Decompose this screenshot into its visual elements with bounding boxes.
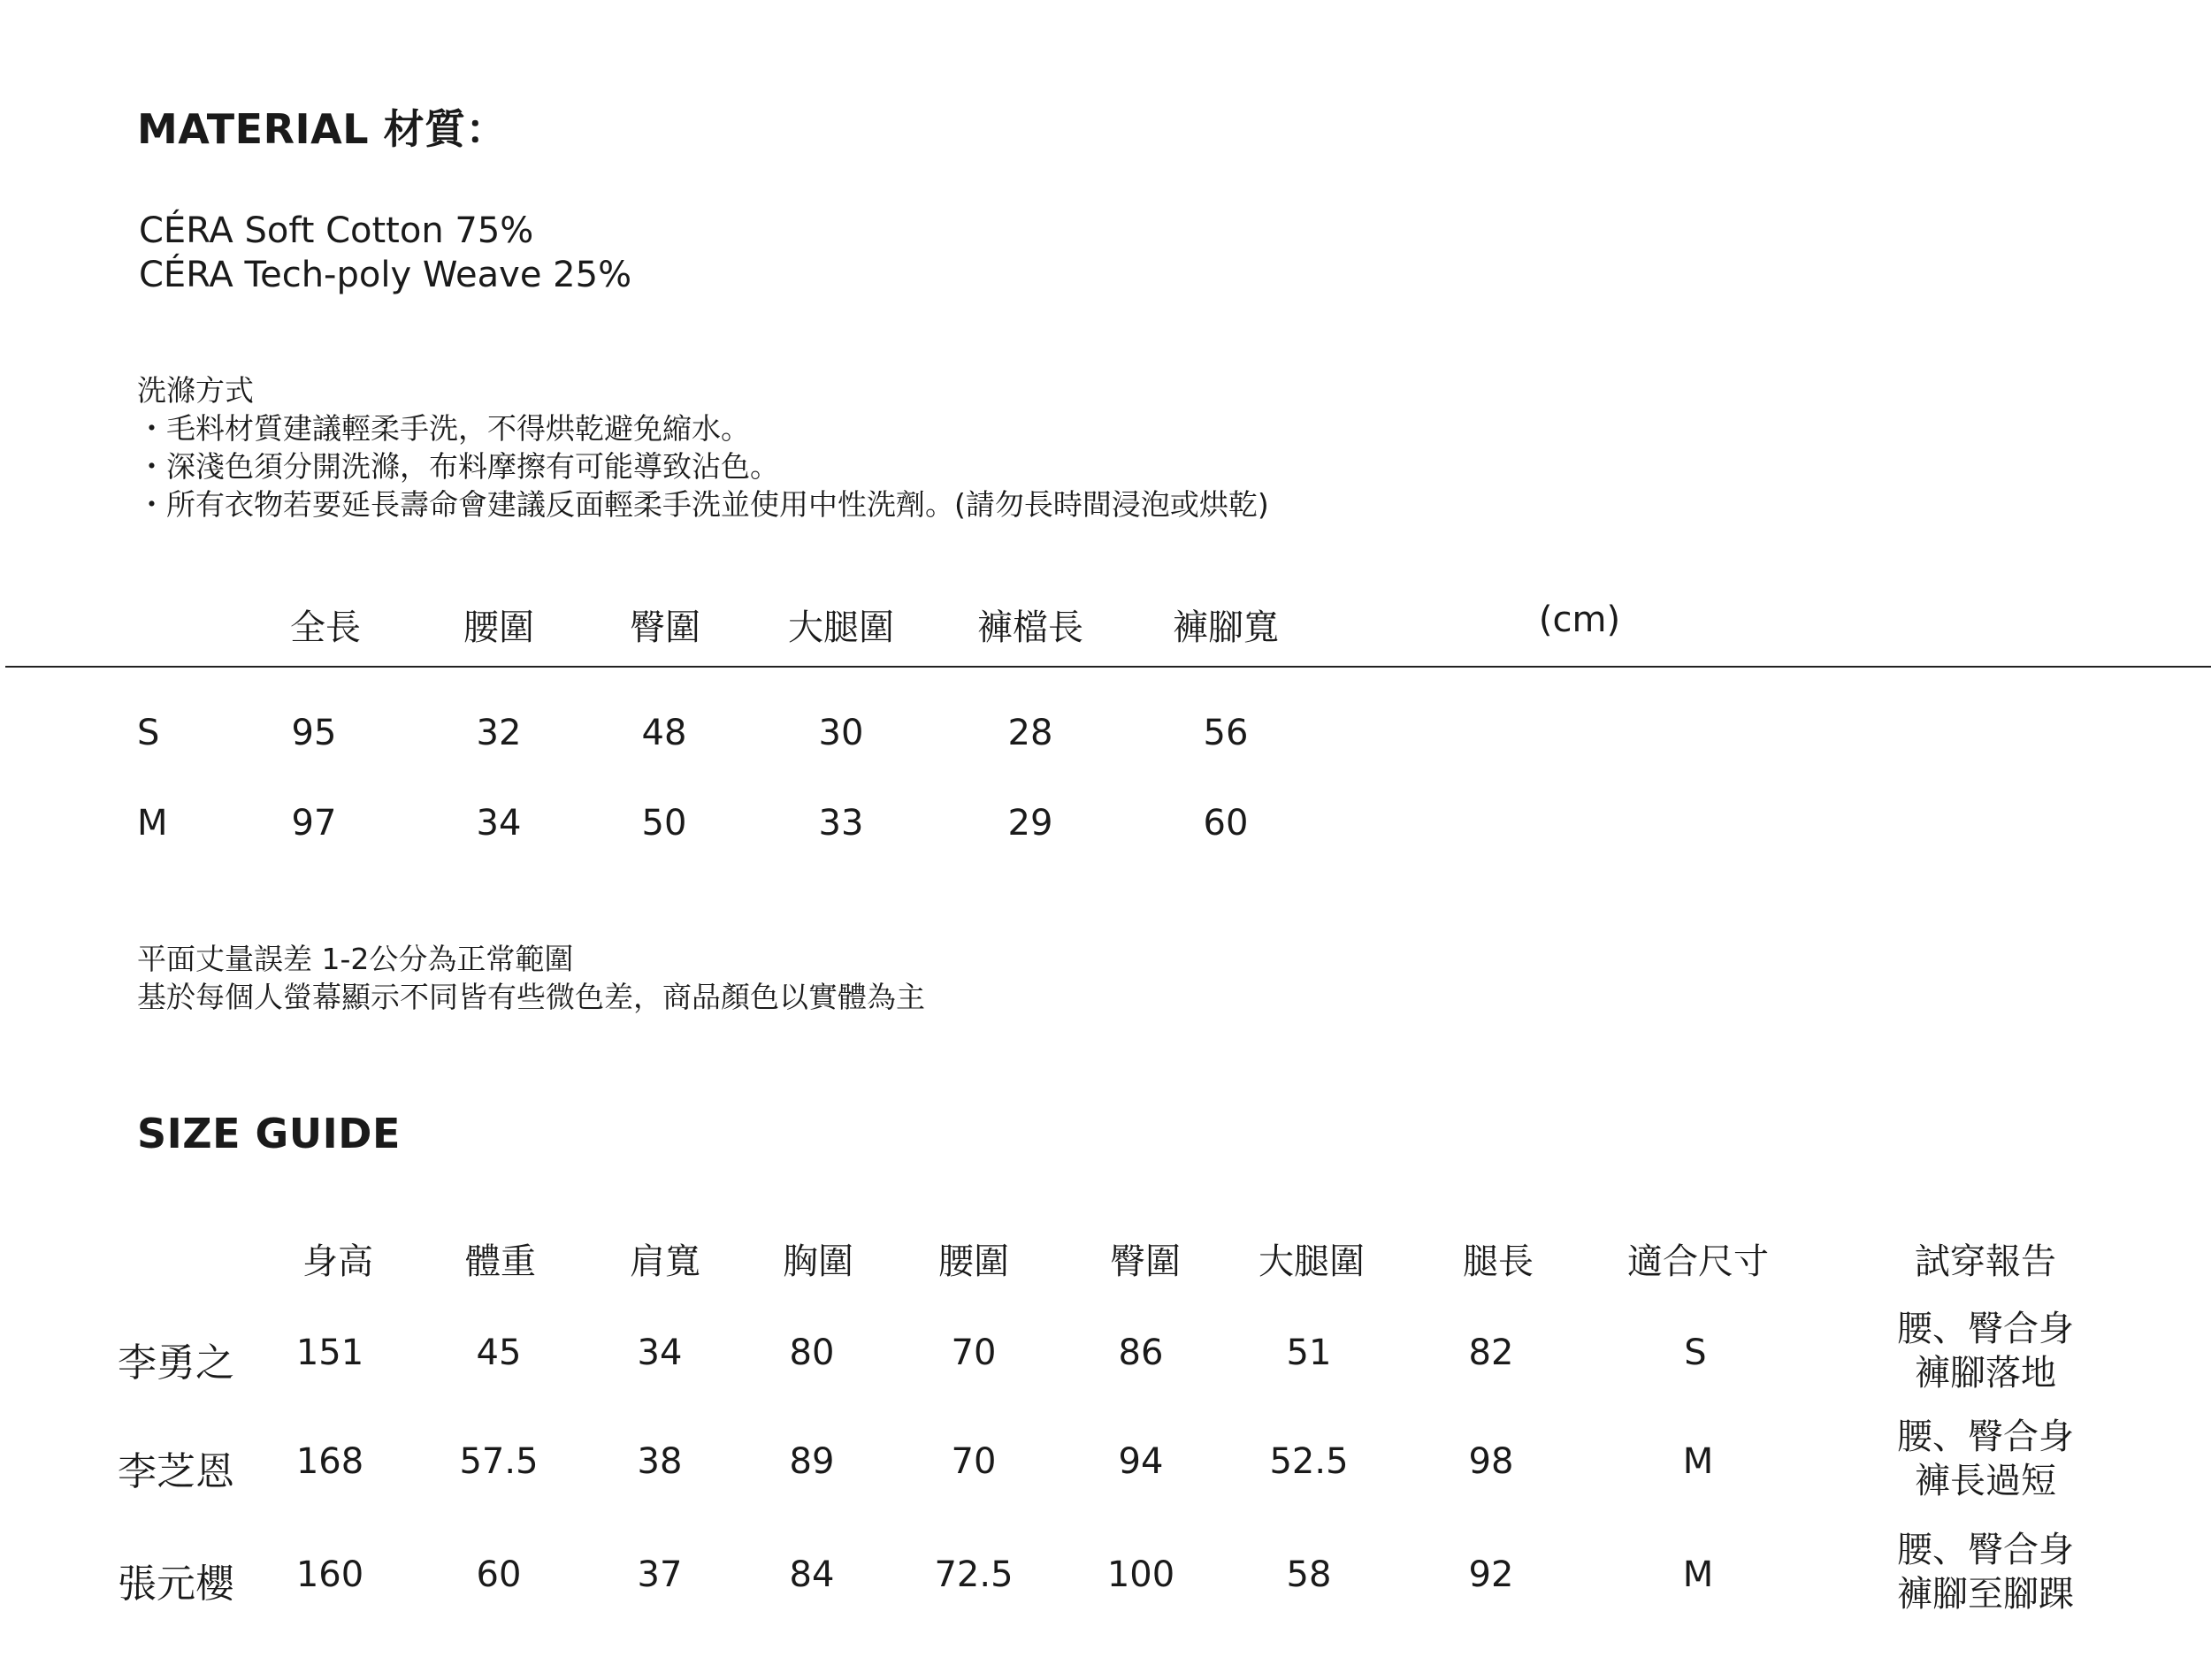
guide-header: 體重	[465, 1241, 536, 1282]
model-name: 李芝恩	[118, 1449, 234, 1494]
guide-cell: 82	[1468, 1333, 1514, 1373]
measure-cell: 32	[476, 713, 522, 753]
guide-header: 肩寬	[630, 1241, 700, 1282]
guide-cell: 60	[476, 1554, 522, 1595]
fit-report-line: 褲長過短	[1915, 1461, 2056, 1501]
measure-cell: 28	[1007, 713, 1053, 753]
size-label: M	[137, 803, 168, 844]
note-line-1: 平面丈量誤差 1-2公分為正常範圍	[137, 942, 574, 976]
guide-cell: 58	[1286, 1554, 1332, 1595]
measure-header: 腰圍	[463, 607, 534, 648]
measure-cell: 50	[641, 803, 687, 844]
guide-cell: 70	[951, 1441, 997, 1482]
guide-cell: 92	[1468, 1554, 1514, 1595]
material-line-1: CÉRA Soft Cotton 75%	[139, 210, 534, 251]
guide-header: 適合尺寸	[1627, 1241, 1769, 1282]
fit-report-line: 褲腳落地	[1915, 1353, 2056, 1394]
table-divider	[5, 666, 2211, 668]
material-title: MATERIAL 材質：	[137, 105, 508, 153]
measure-header: 大腿圍	[788, 607, 894, 648]
fit-report	[1897, 1415, 2074, 1503]
note-line-2: 基於每個人螢幕顯示不同皆有些微色差，商品顏色以實體為主	[137, 980, 925, 1014]
measure-cell: 48	[641, 713, 687, 753]
guide-cell: 37	[637, 1554, 683, 1595]
measure-cell: 95	[291, 713, 337, 753]
measure-cell: 97	[291, 803, 337, 844]
guide-cell: 45	[476, 1333, 522, 1373]
measure-header: 褲腳寬	[1173, 607, 1279, 648]
guide-cell: 160	[295, 1554, 364, 1595]
guide-cell: 80	[789, 1333, 835, 1373]
washing-line-2: ・深淺色須分開洗滌，布料摩擦有可能導致沾色。	[137, 449, 779, 484]
guide-header: 試穿報告	[1915, 1241, 2056, 1282]
guide-header: 腰圍	[938, 1241, 1009, 1282]
measure-cell: 56	[1203, 713, 1249, 753]
guide-cell: 89	[789, 1441, 835, 1482]
washing-title: 洗滌方式	[137, 373, 254, 408]
model-name: 張元櫻	[118, 1562, 234, 1607]
guide-cell: 72.5	[934, 1554, 1014, 1595]
guide-cell: 86	[1118, 1333, 1164, 1373]
size-label: S	[137, 713, 160, 753]
measure-cell: 30	[818, 713, 864, 753]
guide-cell: 34	[637, 1333, 683, 1373]
measure-header: 褲檔長	[977, 607, 1083, 648]
guide-cell: 168	[295, 1441, 364, 1482]
guide-cell: 98	[1468, 1441, 1514, 1482]
fit-report-line: 腰、臀合身	[1897, 1309, 2074, 1349]
guide-cell: 52.5	[1269, 1441, 1349, 1482]
washing-line-3: ・所有衣物若要延長壽命會建議反面輕柔手洗並使用中性洗劑。(請勿長時間浸泡或烘乾)	[137, 487, 1269, 522]
guide-header: 胸圍	[783, 1241, 853, 1282]
measure-header: 全長	[290, 607, 361, 648]
guide-cell: M	[1682, 1554, 1714, 1595]
measure-header: 臀圍	[630, 607, 700, 648]
model-name: 李勇之	[118, 1340, 234, 1386]
size-guide-title: SIZE GUIDE	[137, 1110, 401, 1157]
measure-unit: (cm)	[1538, 599, 1621, 640]
guide-cell: 57.5	[459, 1441, 539, 1482]
measure-cell: 33	[818, 803, 864, 844]
measure-cell: 60	[1203, 803, 1249, 844]
fit-report-line: 腰、臀合身	[1897, 1417, 2074, 1457]
guide-header: 臀圍	[1110, 1241, 1181, 1282]
fit-report	[1897, 1307, 2074, 1395]
measure-cell: 29	[1007, 803, 1053, 844]
washing-line-1: ・毛料材質建議輕柔手洗，不得烘乾避免縮水。	[137, 411, 750, 446]
fit-report-line: 褲腳至腳踝	[1897, 1574, 2074, 1615]
guide-cell: 84	[789, 1554, 835, 1595]
measure-cell: 34	[476, 803, 522, 844]
fit-report	[1897, 1528, 2074, 1616]
guide-header: 腿長	[1463, 1241, 1534, 1282]
guide-cell: M	[1682, 1441, 1714, 1482]
guide-header: 大腿圍	[1259, 1241, 1365, 1282]
guide-cell: 70	[951, 1333, 997, 1373]
guide-cell: S	[1684, 1333, 1707, 1373]
guide-cell: 100	[1106, 1554, 1175, 1595]
guide-header: 身高	[302, 1241, 373, 1282]
material-line-2: CÉRA Tech-poly Weave 25%	[139, 255, 632, 295]
guide-cell: 38	[637, 1441, 683, 1482]
guide-cell: 51	[1286, 1333, 1332, 1373]
guide-cell: 94	[1118, 1441, 1164, 1482]
guide-cell: 151	[295, 1333, 364, 1373]
fit-report-line: 腰、臀合身	[1897, 1530, 2074, 1570]
